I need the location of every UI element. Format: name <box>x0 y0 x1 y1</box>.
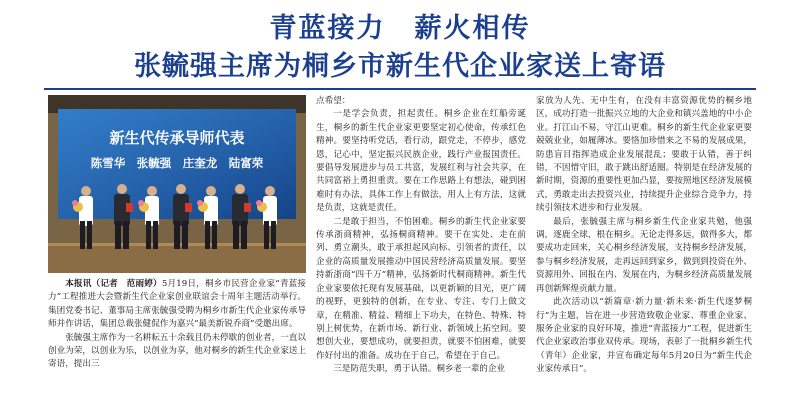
article-column-3 <box>536 95 752 403</box>
paragraph: 二是敢于担当，不怕困难。桐乡的新生代企业家要传承浙商精神，弘扬桐商精神。要干在实处、走在前列、勇立潮头，敢于承担起风向标、引领者的责任，以企业的高质量发展推动中国民营经济高质量发展。要坚持新浙商“四千万”精神，弘扬新时代桐商精神。新生代企业家要依托现有发展基础，以更新颖的目光，更广阔的视野，更独特的创新，在专业、专注、专门上做文章，在精准、精益、精细上下功夫，在特色、特殊、特别上树优势，在新市场、新行业、新领域上拓空间。要想创大业，要想成功，就要担责，就要不怕困难，就要作好付出的准备。成功在于自己，希望在于自己。 <box>316 216 526 361</box>
headline-line-2: 张毓强主席为桐乡市新生代企业家送上寄语 <box>134 51 666 82</box>
paragraph: 点希望： <box>316 96 351 106</box>
byline: 本报讯（记者 范雨婷） <box>65 279 162 289</box>
banner-names: 陈雪华 张毓强 庄奎龙 陆富荣 <box>90 156 264 170</box>
article-column-1 <box>48 278 306 403</box>
banner-heading: 新生代传承导师代表 <box>109 129 245 147</box>
paragraph: 张毓强主席作为一名耕耘五十余载且仍未停歇的创业者，一直以创业为荣，以创业为乐，以创业为享，他对桐乡的新生代企业家送上寄语，提出三 <box>48 332 306 370</box>
paragraph: 此次活动以“新篇章·新力量·新未来·新生代逐梦桐行”为主题，旨在进一步营造致敬企业家、尊重企业家、服务企业家的良好环境，推进“青蓝接力”工程，促进新生代企业家政治事业双传承。现场，表彰了一批桐乡新生代（青年）企业家，并宣布确定每年5月20日为“新生代企业家传承日”。 <box>536 297 752 375</box>
paragraph: 三是防范失职，勇于认错。桐乡老一辈的企业 <box>333 364 506 375</box>
paragraph: 家放为人先、无中生有，在没有丰富资源优势的桐乡地区，成功打造一批振兴立地的大企业和镇兴盖地的中小企业。打江山不易，守江山更难。桐乡的新生代企业家更要兢兢业业，如履薄冰。要恪加珍惜来之不易的发展成果，防患盲目指挥造成企业发展混乱；要敢于认错，善于纠错，不因惜守旧，敢于跳出舒适圈。特别是在经济发展的新时期，资源的重要性更加凸显，要按照地区经济发展模式，勇敢走出去投资兴业，持续提升企业综合竞争力，持续引领技术进步和行业发展。 <box>536 96 752 214</box>
headline-divider <box>44 88 756 90</box>
headline-line-1: 青蓝接力 薪火相传 <box>269 13 531 44</box>
paragraph: 最后，张毓强主席与桐乡新生代企业家共勉，他强调，逐鹿全球，根在桐乡。无论走得多远，做得多大，都要成功走回来，关心桐乡经济发展，支持桐乡经济发展，参与桐乡经济发展，走再远回到家乡，做到到投资在外、资源用外、回报在内、发展在内，为桐乡经济高质量发展再创新辉煌贡献力量。 <box>536 216 752 294</box>
paragraph: 5月19日，桐乡市民营企业家“青蓝接力”工程推进大会暨新生代企业家创业联谊会十周年主题活动举行。集团党委书记、董事局主席张毓强受聘为桐乡市新生代企业家传承导师并作讲话，集团总裁张健侃作为嘉兴“最美新锐乔商”受邀出席。 <box>48 279 306 330</box>
paragraph: 一是学会负责，担起责任。桐乡企业在红船旁诞生，桐乡的新生代企业家更要坚定初心使命，传承红色精神。要坚持听党话，看行动，跟党走，不停步，感党恩，记心中，坚定振兴民族企业，践行产业报国责任。要倡导发展进步与员工共富，发展红利与社会共享，在共同富裕上勇担重责。要在工作思路上有想法，碰到困难时有办法，具体工作上有做法，用人上有方法，这就是负责，这就是责任。 <box>316 109 526 214</box>
event-photo <box>48 95 306 273</box>
article-column-2 <box>316 95 526 403</box>
